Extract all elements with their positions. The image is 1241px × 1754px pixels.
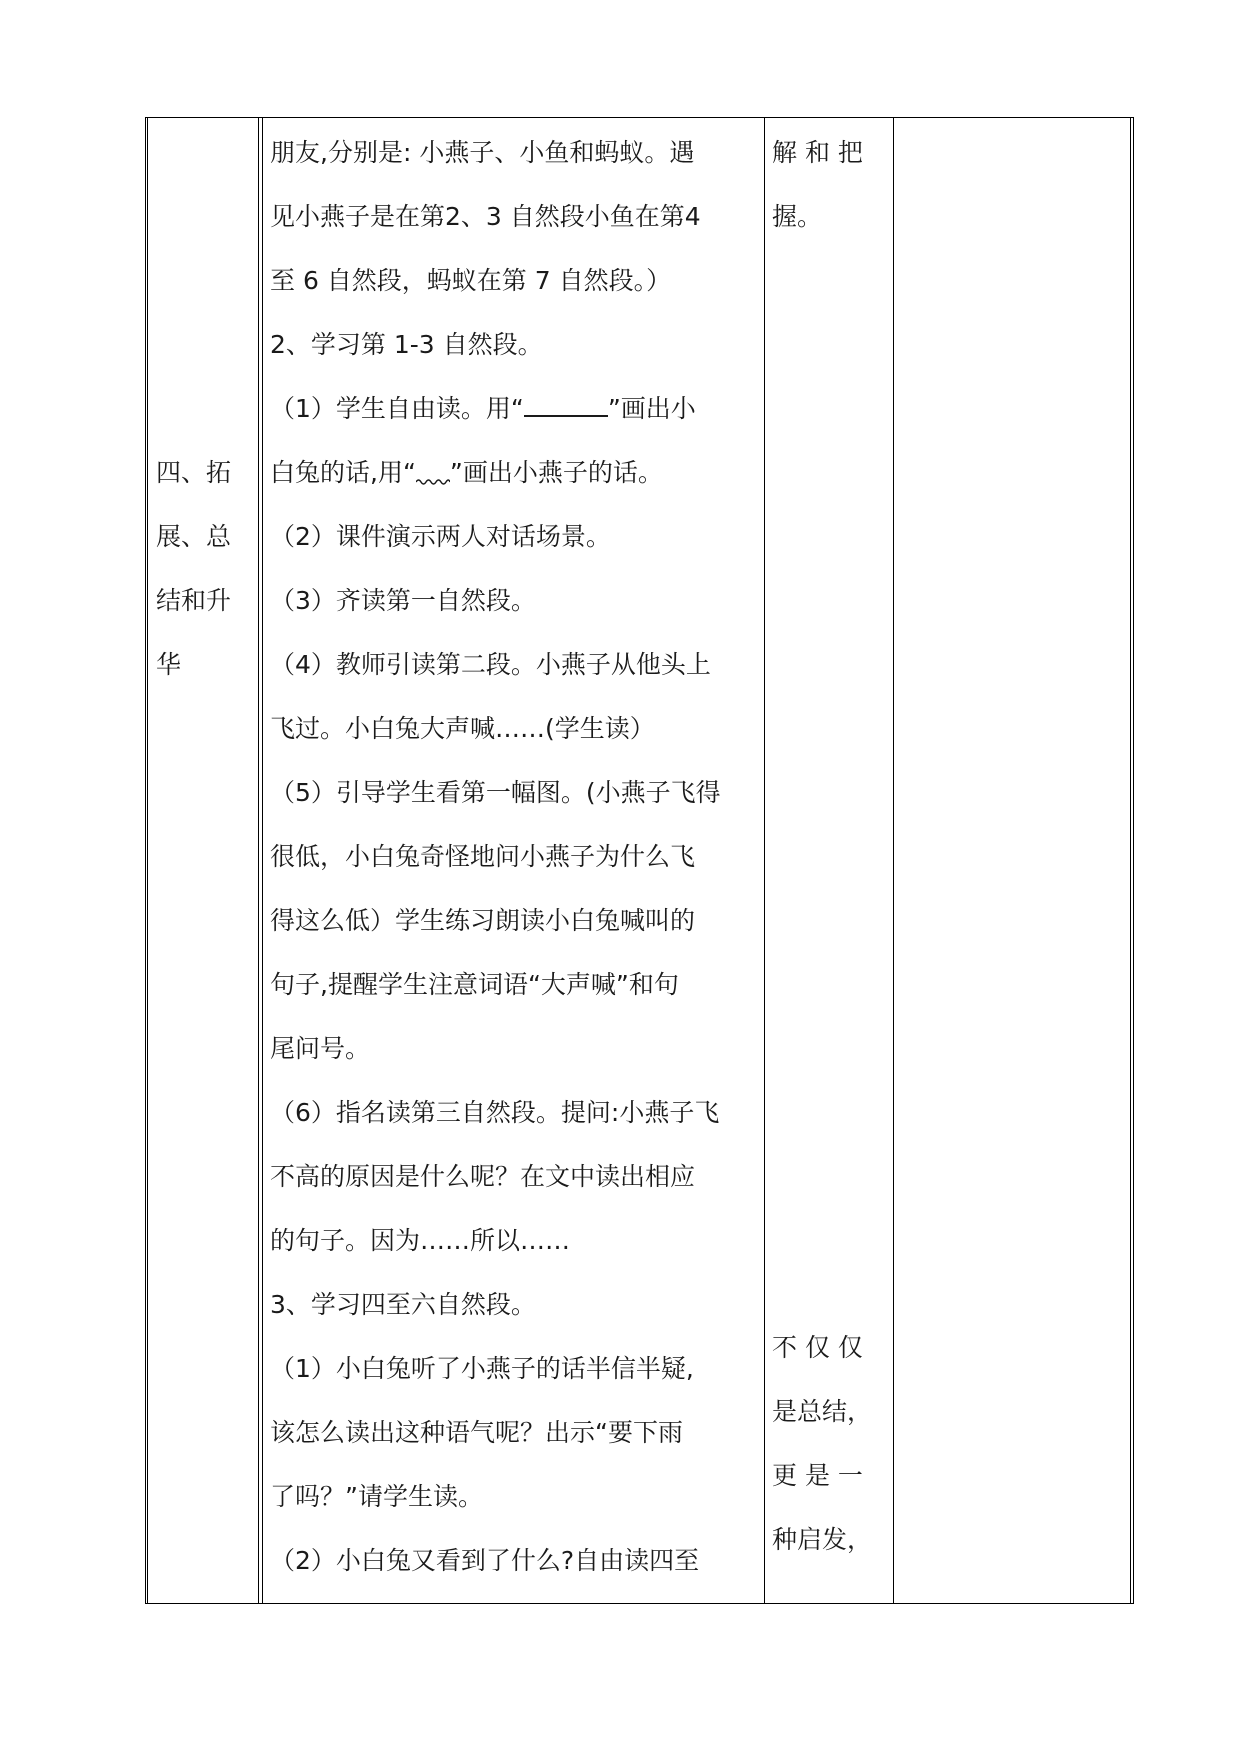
stage-line-4: 华 — [156, 650, 182, 679]
stage-line-3: 结和升 — [156, 586, 232, 615]
content-line: （3）齐读第一自然段。 — [270, 586, 536, 615]
content-line: 得这么低）学生练习朗读小白兔喊叫的 — [270, 906, 696, 935]
stage-line-1: 四、拓 — [156, 458, 232, 487]
note-line: 解 和 把 — [772, 138, 863, 167]
stage-line-2: 展、总 — [156, 522, 232, 551]
column-divider-1b — [262, 117, 263, 1604]
content-line: （2）课件演示两人对话场景。 — [270, 522, 611, 551]
note-line: 是总结， — [772, 1397, 873, 1426]
solid-underline-blank — [524, 389, 608, 417]
note-line: 种启发， — [772, 1525, 873, 1554]
content-cell — [270, 121, 760, 1593]
content-line: 该怎么读出这种语气呢？出示“要下雨 — [270, 1418, 683, 1447]
content-text: ”画出小 — [607, 394, 696, 423]
content-line: （2）小白兔又看到了什么?自由读四至 — [270, 1546, 700, 1575]
content-text: ”画出小燕子的话。 — [449, 458, 663, 487]
content-line: （5）引导学生看第一幅图。(小燕子飞得 — [270, 778, 721, 807]
content-line: 朋友,分别是: 小燕子、小鱼和蚂蚁。遇 — [270, 138, 695, 167]
note-line: 更 是 一 — [772, 1461, 863, 1490]
note-line: 不 仅 仅 — [772, 1333, 863, 1362]
content-line: 了吗？”请学生读。 — [270, 1482, 483, 1511]
column-divider-3 — [893, 117, 894, 1604]
content-text: （1）学生自由读。用“ — [270, 394, 524, 423]
note-line: 握。 — [772, 202, 823, 231]
content-line: 不高的原因是什么呢？在文中读出相应 — [270, 1162, 696, 1191]
content-line: 2、学习第 1-3 自然段。 — [270, 330, 543, 359]
content-line-with-solid-blank — [270, 377, 760, 441]
content-text: 白兔的话,用“ — [270, 458, 416, 487]
column-divider-2 — [764, 117, 765, 1604]
note-cell-bottom — [772, 1316, 884, 1572]
content-line: 句子,提醒学生注意词语“大声喊”和句 — [270, 970, 679, 999]
content-line: （4）教师引读第二段。小燕子从他头上 — [270, 650, 711, 679]
content-line-with-wavy-blank — [270, 441, 760, 505]
content-line: 的句子。因为……所以…… — [270, 1226, 571, 1255]
content-line: 见小燕子是在第2、3 自然段小鱼在第4 — [270, 202, 701, 231]
column-divider-1 — [258, 117, 259, 1604]
stage-cell — [156, 441, 254, 697]
content-line: 很低，小白兔奇怪地问小燕子为什么飞 — [270, 842, 696, 871]
content-line: 至 6 自然段，蚂蚁在第 7 自然段。） — [270, 266, 672, 295]
content-line: 飞过。小白兔大声喊……(学生读） — [270, 714, 655, 743]
note-cell-top — [772, 121, 884, 249]
content-line: 3、学习四至六自然段。 — [270, 1290, 536, 1319]
wavy-underline-blank — [416, 461, 450, 481]
content-line: 尾问号。 — [270, 1034, 371, 1063]
content-line: （6）指名读第三自然段。提问:小燕子飞 — [270, 1098, 720, 1127]
table-right-border — [1130, 117, 1134, 1604]
content-line: （1）小白兔听了小燕子的话半信半疑, — [270, 1354, 694, 1383]
